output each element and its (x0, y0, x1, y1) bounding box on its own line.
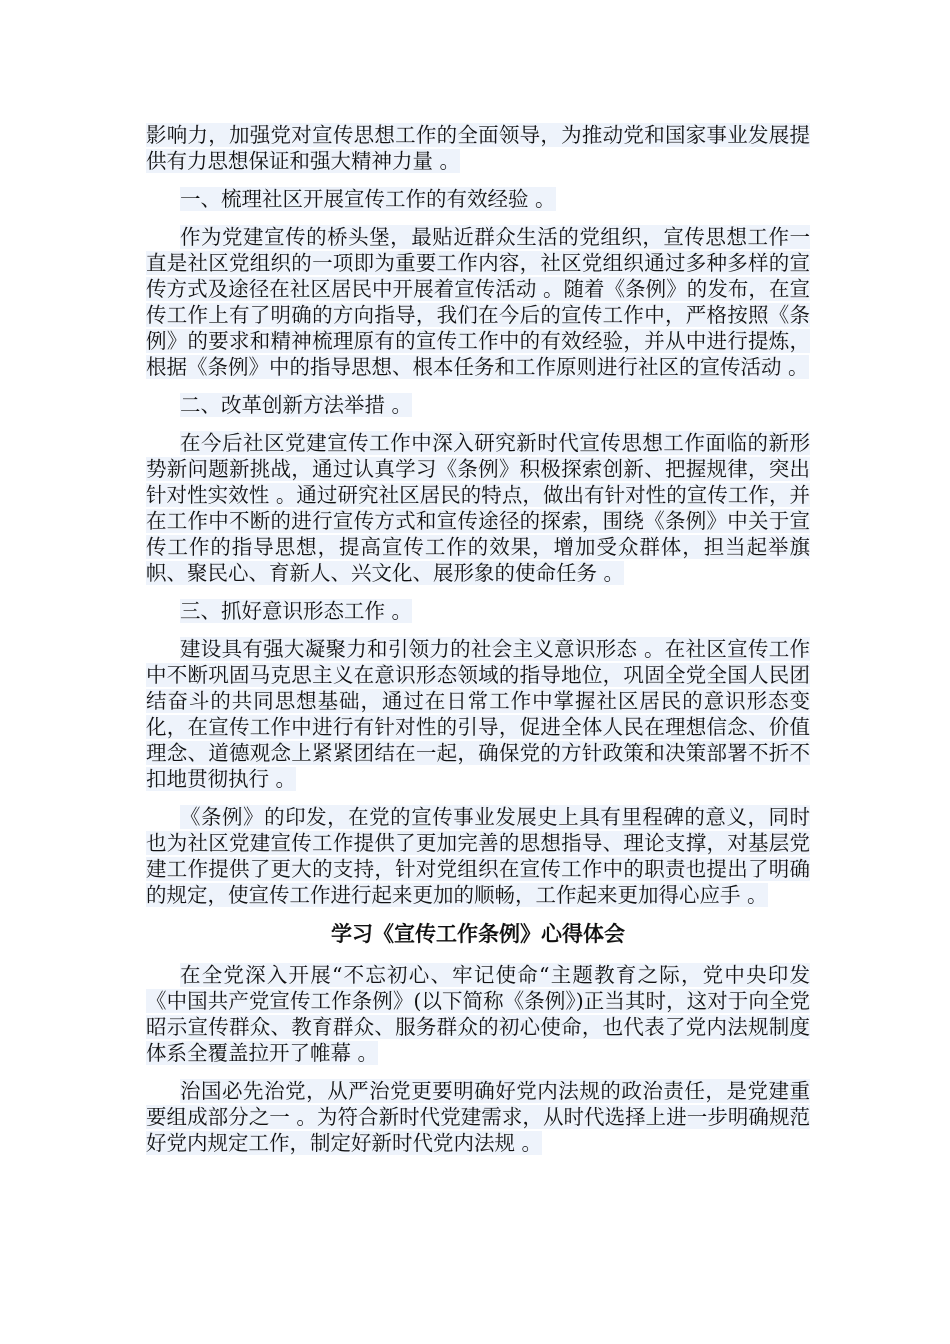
section-heading: 三、抓好意识形态工作 。 (180, 599, 413, 623)
document-page (146, 122, 810, 1168)
article-title: 学习《宣传工作条例》心得体会 (331, 922, 625, 946)
paragraph: 建设具有强大凝聚力和引领力的社会主义意识形态 。在社区宣传工作中不断巩固马克思主义在意识形态领域的指导地位，巩固全党全国人民团结奋斗的共同思想基础，通过在日常工作中掌握社区居民的意识形态变化，在宣传工作中进行有针对性的引导，促进全体人民在理想信念、价值理念、道德观念上紧紧团结在一起，确保党的方针政策和决策部署不折不扣地贯彻执行 。 (146, 637, 810, 791)
section-heading: 二、改革创新方法举措 。 (180, 393, 413, 417)
paragraph: 在今后社区党建宣传工作中深入研究新时代宣传思想工作面临的新形势新问题新挑战，通过认真学习《条例》积极探索创新、把握规律，突出针对性实效性 。通过研究社区居民的特点，做出有针对性的宣传工作，并在工作中不断的进行宣传方式和宣传途径的探索，围绕《条例》中关于宣传工作的指导思想，提高宣传工作的效果，增加受众群体，担当起举旗帜、聚民心、育新人、兴文化、展形象的使命任务 。 (146, 431, 810, 585)
paragraph: 治国必先治党，从严治党更要明确好党内法规的政治责任，是党建重要组成部分之一 。为符合新时代党建需求，从时代选择上进一步明确规范好党内规定工作，制定好新时代党内法规 。 (146, 1079, 810, 1155)
paragraph: 影响力，加强党对宣传思想工作的全面领导，为推动党和国家事业发展提供有力思想保证和强大精神力量 。 (146, 123, 810, 173)
paragraph: 作为党建宣传的桥头堡，最贴近群众生活的党组织，宣传思想工作一直是社区党组织的一项即为重要工作内容，社区党组织通过多种多样的宣传方式及途径在社区居民中开展着宣传活动 。随着《条例》的发布，在宣传工作上有了明确的方向指导，我们在今后的宣传工作中，严格按照《条例》的要求和精神梳理原有的宣传工作中的有效经验，并从中进行提炼，根据《条例》中的指导思想、根本任务和工作原则进行社区的宣传活动 。 (146, 225, 810, 379)
paragraph: 《条例》的印发，在党的宣传事业发展史上具有里程碑的意义，同时也为社区党建宣传工作提供了更加完善的思想指导、理论支撑，对基层党建工作提供了更大的支持，针对党组织在宣传工作中的职责也提出了明确的规定，使宣传工作进行起来更加的顺畅，工作起来更加得心应手 。 (146, 805, 810, 907)
section-heading: 一、梳理社区开展宣传工作的有效经验 。 (180, 187, 556, 211)
paragraph: 在全党深入开展“不忘初心、牢记使命“主题教育之际，党中央印发《中国共产党宣传工作条例》(以下简称《条例》)正当其时，这对于向全党昭示宣传群众、教育群众、服务群众的初心使命，也代表了党内法规制度体系全覆盖拉开了帷幕 。 (146, 963, 810, 1065)
